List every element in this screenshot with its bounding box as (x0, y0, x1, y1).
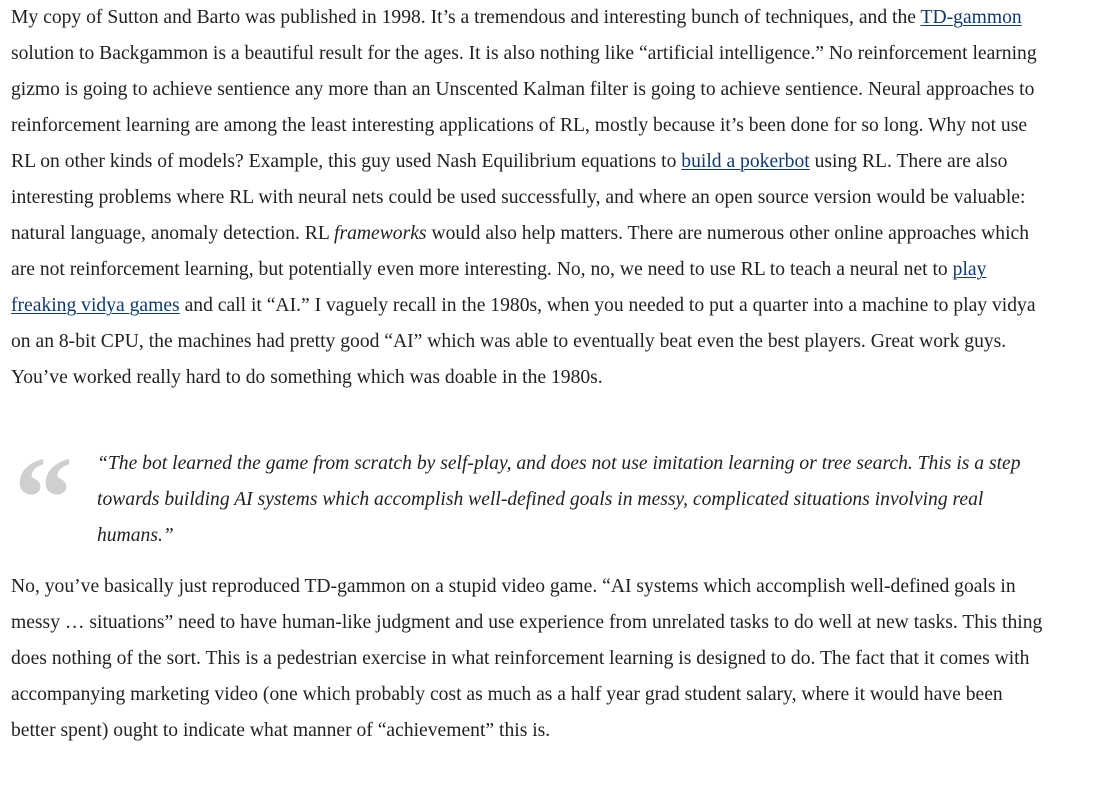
paragraph-intro (11, 0, 1051, 396)
link-build-a-pokerbot[interactable]: build a pokerbot (681, 151, 810, 172)
link-td-gammon[interactable]: TD-gammon (920, 7, 1022, 28)
quote-mark-icon: “ (14, 432, 73, 563)
blockquote-text: “The bot learned the game from scratch by self-play, and does not use imitation learning or tree search. This is a step towards building AI systems which accomplish well-defined goals in messy, complicated situations involving real humans.” (97, 453, 1021, 546)
paragraph-text: and call it “AI.” I vaguely recall in the 1980s, when you needed to put a quarter into a machine to play vidya on an 8-bit CPU, the machines had pretty good “AI” which was able to eventually beat even the best players. Great work guys. You’ve worked really hard to do something which was doable in the 1980s. (11, 295, 1036, 388)
link-play-freaking-vidya-games[interactable]: play freaking vidya games (11, 259, 987, 316)
emphasis-frameworks: frameworks (334, 223, 427, 244)
paragraph-rebuttal: No, you’ve basically just reproduced TD-gammon on a stupid video game. “AI systems which accomplish well-defined goals in messy … situations” need to have human-like judgment and use experience from unrelated tasks to do well at new tasks. This thing does nothing of the sort. This is a pedestrian exercise in what reinforcement learning is designed to do. The fact that it comes with accompanying marketing video (one which probably cost as much as a half year grad student salary, where it would have been better spent) ought to indicate what manner of “achievement” this is. (11, 576, 1043, 741)
blockquote (0, 432, 1095, 563)
paragraph-text: using RL. There are also interesting problems where RL with neural nets could be used successfully, and where an open source version would be valuable: natural language, anomaly detection. RL (11, 151, 1026, 244)
paragraph-text: My copy of Sutton and Barto was published in 1998. It’s a tremendous and interesting bunch of techniques, and the (11, 7, 921, 28)
paragraph-text: solution to Backgammon is a beautiful result for the ages. It is also nothing like “artificial intelligence.” No reinforcement learning gizmo is going to achieve sentience any more than an Unscented Kalman filter is going to achieve sentience. Neural approaches to reinforcement learning are among the least interesting applications of RL, mostly because it’s been done for so long. Why not use RL on other kinds of models? Example, this guy used Nash Equilibrium equations to (11, 43, 1037, 172)
paragraph-text: would also help matters. There are numerous other online approaches which are not reinforcement learning, but potentially even more interesting. No, no, we need to use RL to teach a neural net to (11, 223, 1030, 280)
